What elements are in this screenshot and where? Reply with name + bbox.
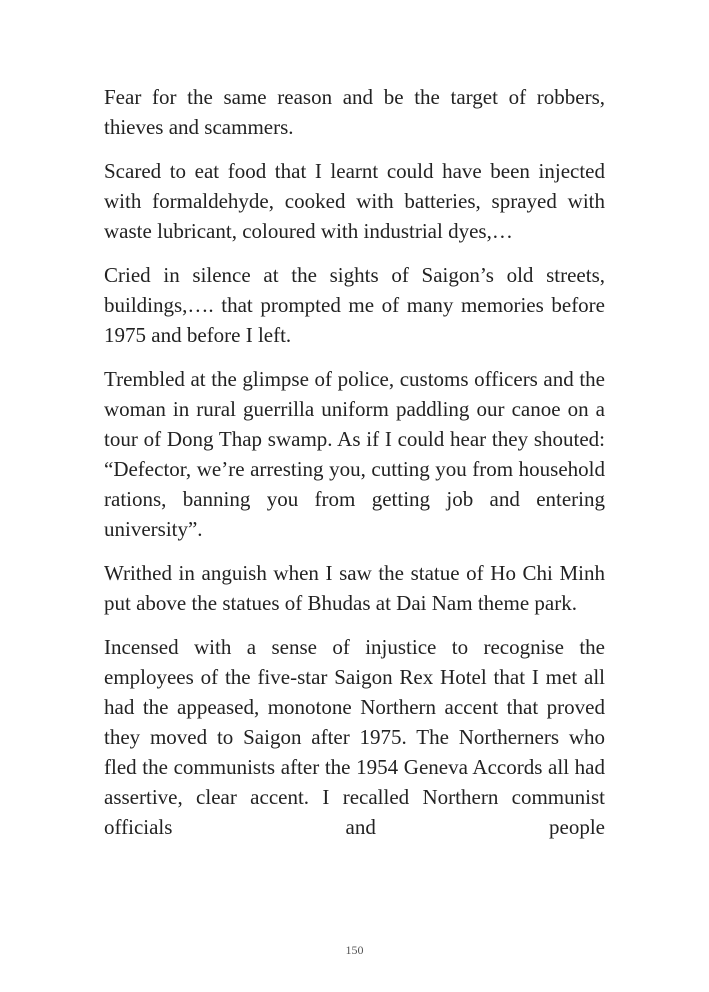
paragraph-4: Trembled at the glimpse of police, customs officers and the woman in rural guerrilla uniform paddling our canoe on a tour of Dong Thap swamp. As if I could hear they shouted: “Defector, we’re arresting you, cutting you from household rations, banning you from getting job and entering university”. [104, 367, 605, 541]
paragraph-3: Cried in silence at the sights of Saigon’s old streets, buildings,…. that prompted me of many memories before 1975 and before I left. [104, 263, 605, 347]
page-number: 150 [345, 943, 364, 957]
page-body [104, 82, 605, 856]
paragraph-1: Fear for the same reason and be the target of robbers, thieves and scammers. [104, 85, 605, 139]
paragraph-5: Writhed in anguish when I saw the statue of Ho Chi Minh put above the statues of Bhudas at Dai Nam theme park. [104, 561, 605, 615]
paragraph-2: Scared to eat food that I learnt could have been injected with formaldehyde, cooked with batteries, sprayed with waste lubricant, coloured with industrial dyes,… [104, 159, 605, 243]
paragraph-6: Incensed with a sense of injustice to recognise the employees of the five-star Saigon Rex Hotel that I met all had the appeased, monotone Northern accent that proved they moved to Saigon after 1975. The Northerners who fled the communists after the 1954 Geneva Accords all had assertive, clear accent. I recalled Northern communist officials and people [104, 635, 605, 839]
